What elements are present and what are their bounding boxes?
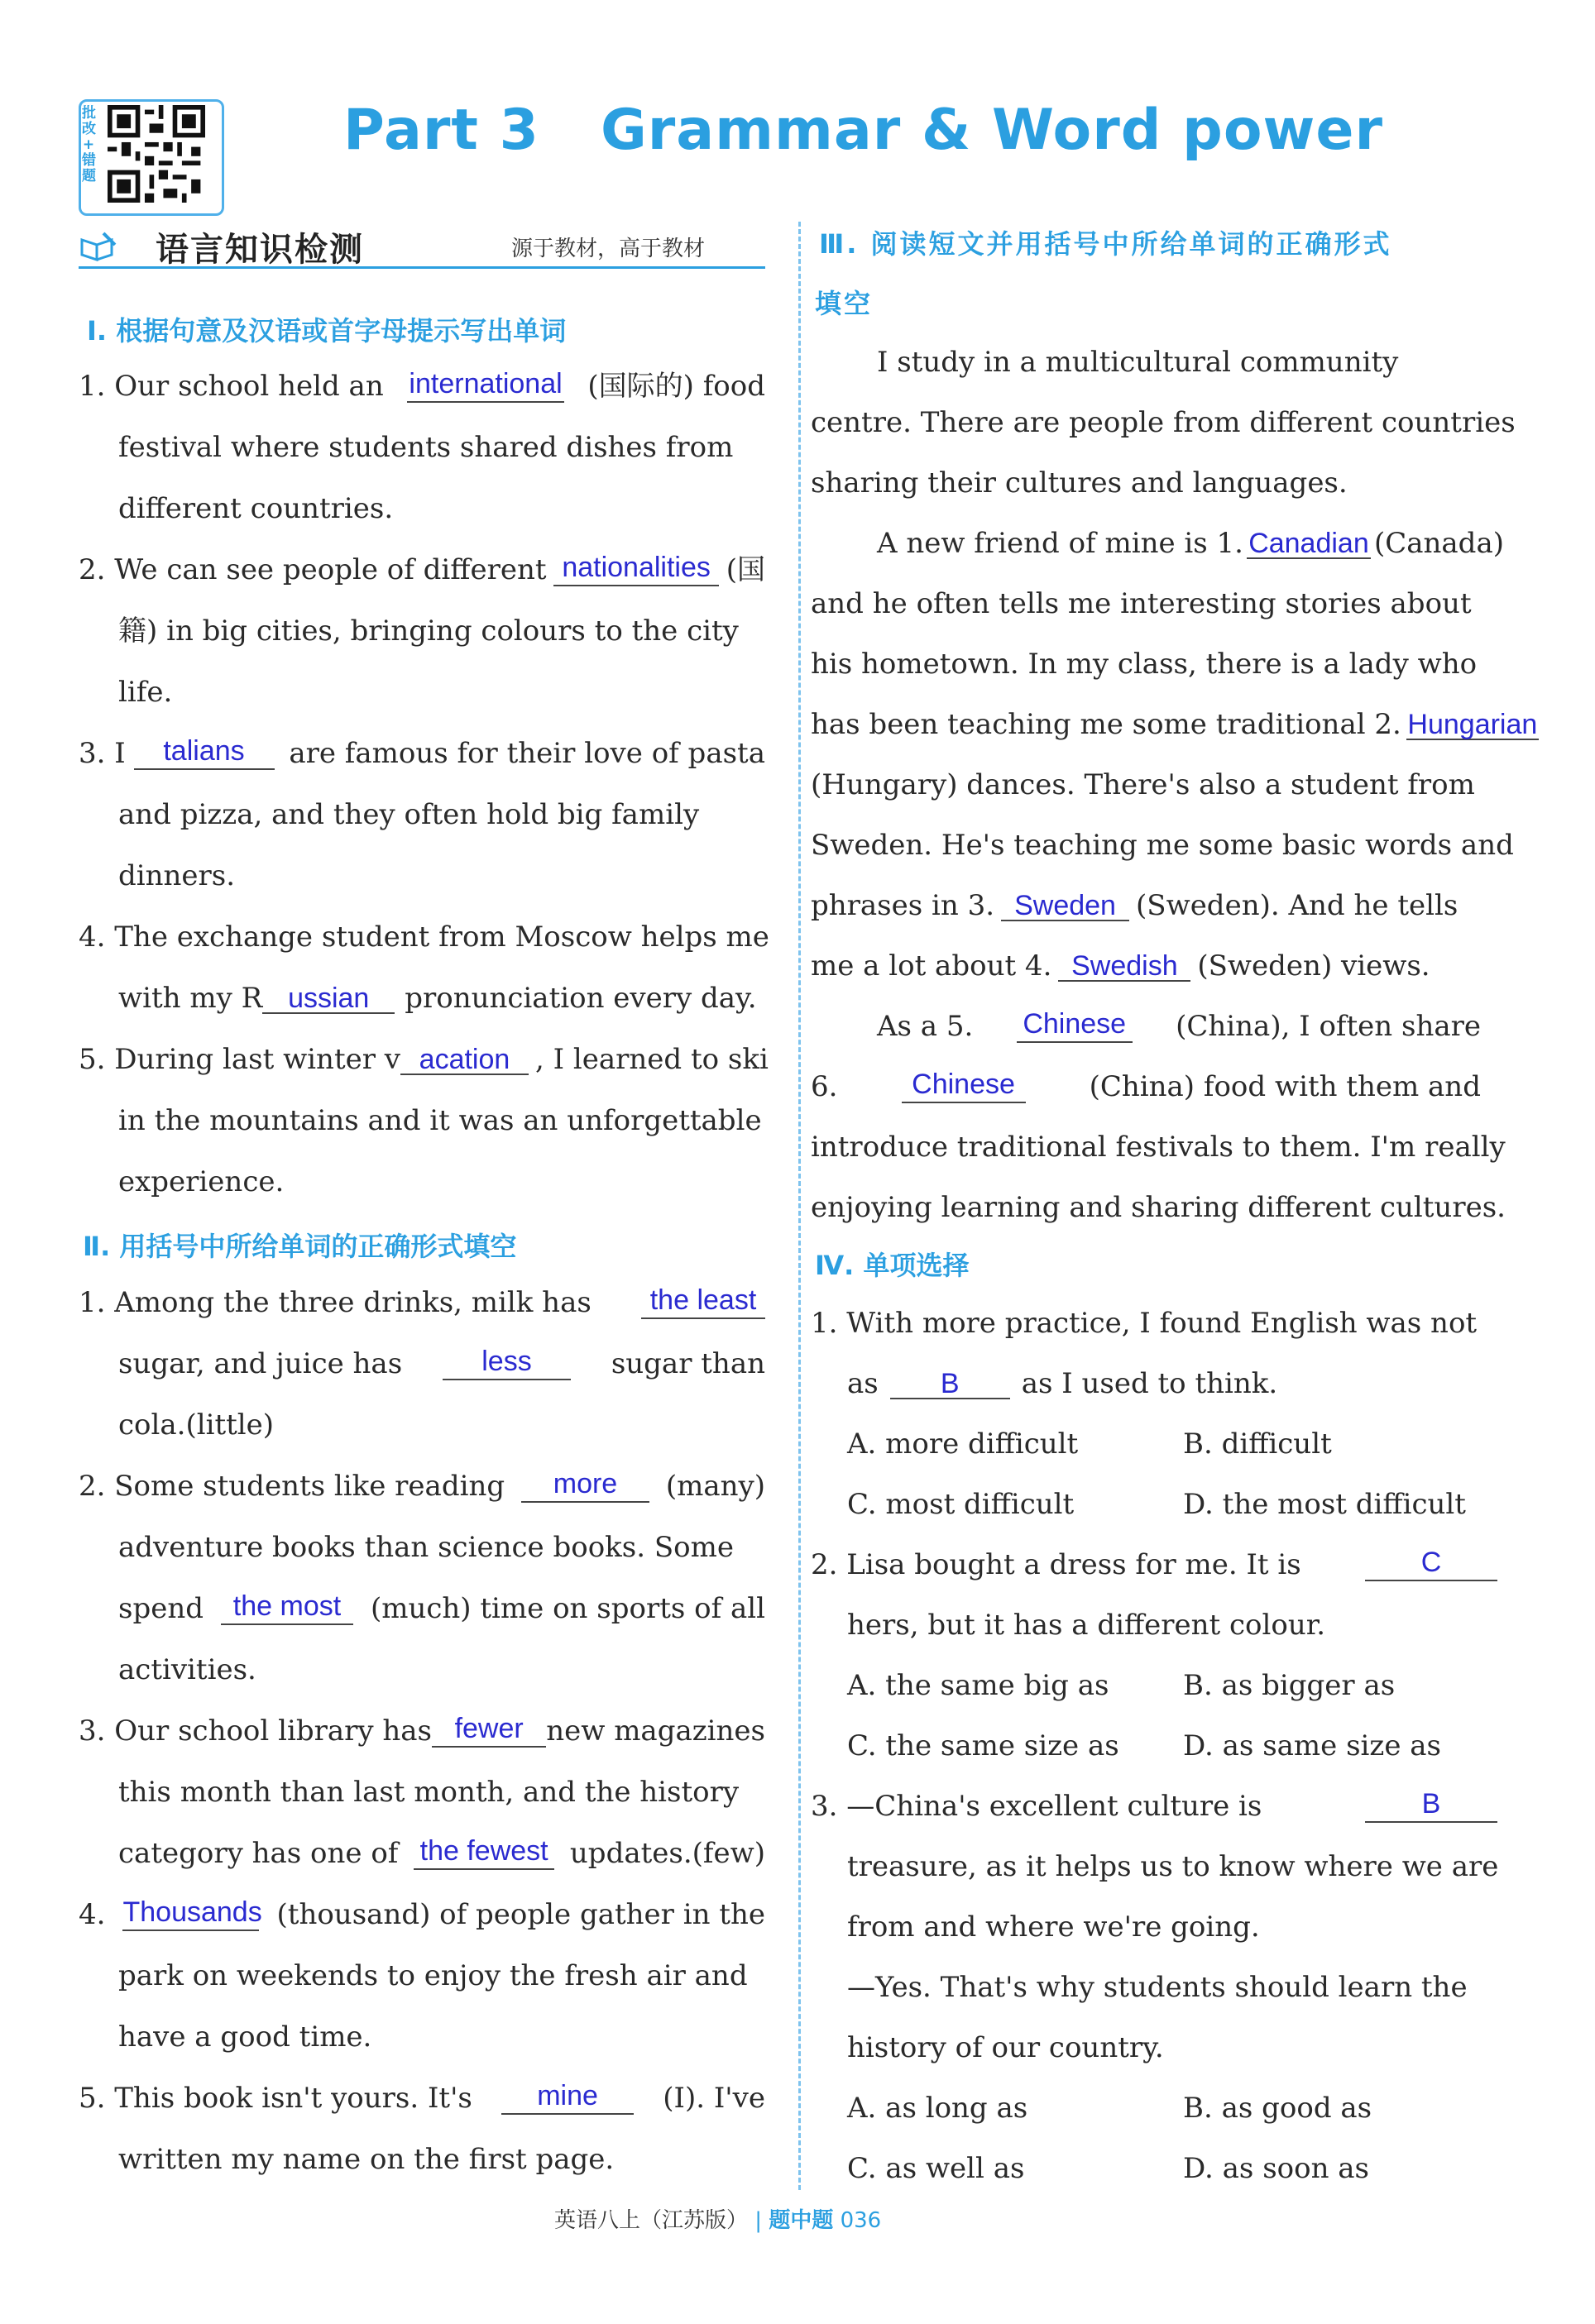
answer-blank[interactable]: Hungarian	[1407, 709, 1538, 740]
s4-q2-line1: 2. Lisa bought a dress for me. It is C	[811, 1548, 1497, 1581]
answer-blank[interactable]: fewer	[432, 1714, 546, 1748]
s2-q5-line2: written my name on the first page.	[118, 2143, 615, 2176]
answer-blank[interactable]: the least	[641, 1286, 765, 1319]
option-c[interactable]: C. most difficult	[847, 1488, 1075, 1521]
s3-p3-line2: 6. Chinese (China) food with them and	[811, 1069, 1481, 1103]
s2-q1-line1: 1. Among the three drinks, milk has the least	[79, 1286, 765, 1319]
option-b[interactable]: B. difficult	[1183, 1427, 1332, 1461]
answer-blank[interactable]: Canadian	[1247, 529, 1371, 559]
s3-p2-line8: me a lot about 4. Swedish (Sweden) views.	[811, 949, 1430, 983]
s4-q3-line2: treasure, as it helps us to know where we are	[847, 1850, 1499, 1883]
section-tagline: 源于教材，高于教材	[511, 237, 706, 261]
s3-p2-line6: Sweden. He's teaching me some basic words and	[811, 829, 1514, 862]
s3-p2-line7: phrases in 3. Sweden (Sweden). And he tells	[811, 889, 1458, 922]
option-a[interactable]: A. as long as	[847, 2092, 1028, 2125]
s1-q3-line2: and pizza, and they often hold big family	[118, 798, 700, 831]
answer-blank[interactable]: acation	[400, 1045, 529, 1075]
page-footer	[554, 2203, 881, 2234]
column-divider	[798, 222, 801, 2190]
answer-blank[interactable]: mine	[501, 2082, 634, 2115]
option-d[interactable]: D. as same size as	[1183, 1729, 1441, 1762]
option-b[interactable]: B. as bigger as	[1183, 1669, 1396, 1702]
answer-blank[interactable]: B	[890, 1370, 1010, 1399]
s2-q3-line1: 3. Our school library has fewer new magazines	[79, 1713, 765, 1748]
s1-q2-line3: life.	[118, 676, 173, 709]
option-d[interactable]: D. the most difficult	[1183, 1488, 1466, 1521]
s2-q4-line3: have a good time.	[118, 2020, 372, 2054]
answer-blank[interactable]: the fewest	[414, 1837, 554, 1870]
option-b[interactable]: B. as good as	[1183, 2092, 1372, 2125]
s1-q5-line1: 5. During last winter v acation , I learned to ski	[79, 1043, 769, 1076]
s3-p1-line1: I study in a multicultural community	[877, 346, 1399, 379]
footer-separator: |	[754, 2208, 763, 2233]
s3-p3-line1: As a 5. Chinese (China), I often share	[877, 1008, 1481, 1043]
s2-q1-line3: cola.(little)	[118, 1408, 275, 1442]
s3-p3-line3: introduce traditional festivals to them. I'm really	[811, 1131, 1506, 1164]
s4-q2-line2: hers, but it has a different colour.	[847, 1609, 1326, 1642]
section2-heading: Ⅱ. 用括号中所给单词的正确形式填空	[83, 1231, 517, 1262]
answer-blank[interactable]: nationalities	[553, 553, 719, 586]
answer-blank[interactable]: Swedish	[1058, 952, 1190, 982]
answer-blank[interactable]: less	[443, 1347, 571, 1380]
s2-q4-line1: 4. Thousands (thousand) of people gather in the	[79, 1896, 765, 1931]
option-c[interactable]: C. as well as	[847, 2152, 1025, 2185]
s1-q5-line2: in the mountains and it was an unforgettable	[118, 1104, 762, 1137]
answer-blank[interactable]: Chinese	[902, 1070, 1026, 1103]
answer-blank[interactable]: Thousands	[122, 1898, 259, 1931]
s2-q2-line1: 2. Some students like reading more (many)	[79, 1468, 765, 1503]
answer-blank[interactable]: international	[407, 370, 564, 403]
s3-p3-line4: enjoying learning and sharing different cultures.	[811, 1191, 1506, 1224]
s2-q2-line4: activities.	[118, 1653, 256, 1686]
answer-blank[interactable]: talians	[134, 737, 275, 770]
s2-q3-line2: this month than last month, and the history	[118, 1776, 740, 1809]
s1-q2-line2: 籍) in big cities, bringing colours to the city	[118, 614, 739, 648]
section4-heading: Ⅳ. 单项选择	[815, 1250, 970, 1281]
section-title: 语言知识检测	[156, 231, 364, 269]
answer-blank[interactable]: more	[521, 1470, 649, 1503]
answer-blank[interactable]: B	[1365, 1790, 1497, 1823]
s1-q3-line1: 3. I talians are famous for their love of pasta	[79, 735, 765, 770]
s2-q3-line3: category has one of the fewest updates.(few)	[118, 1835, 765, 1870]
footer-book: 英语八上（江苏版）	[554, 2208, 749, 2233]
s1-q1-line1: 1. Our school held an international (国际的) food	[79, 368, 765, 403]
s1-q4-line2: with my R ussian pronunciation every day.	[118, 982, 757, 1015]
page-number: 036	[840, 2208, 882, 2233]
answer-blank[interactable]: Chinese	[1017, 1010, 1133, 1043]
section3-heading: Ⅲ. 阅读短文并用括号中所给单词的正确形式	[819, 228, 1392, 260]
s2-q2-line3: spend the most (much) time on sports of all	[118, 1590, 765, 1625]
s3-p1-line2: centre. There are people from different countries	[811, 406, 1516, 439]
s4-q1-line1: 1. With more practice, I found English was not	[811, 1307, 1478, 1340]
s3-p2-line2: and he often tells me interesting stories about	[811, 587, 1472, 620]
qr-code-icon	[108, 105, 205, 203]
book-pen-icon	[79, 230, 120, 263]
s3-p2-line5: (Hungary) dances. There's also a student from	[811, 768, 1475, 801]
option-d[interactable]: D. as soon as	[1183, 2152, 1370, 2185]
qr-label: 批 改 + 错 题	[82, 105, 96, 184]
s3-p2-line4: has been teaching me some traditional 2. Hungarian	[811, 708, 1538, 741]
s4-q1-line2: as B as I used to think.	[847, 1367, 1278, 1400]
s2-q2-line2: adventure books than science books. Some	[118, 1531, 734, 1564]
s4-q3-line3: from and where we're going.	[847, 1910, 1260, 1944]
s2-q4-line2: park on weekends to enjoy the fresh air and	[118, 1959, 748, 1992]
page-title: Part 3 Grammar & Word power	[343, 98, 1384, 163]
s1-q1-line2: festival where students shared dishes from	[118, 431, 734, 464]
header-rule	[79, 266, 765, 269]
s3-p2-line1: A new friend of mine is 1. Canadian (Canada)	[877, 527, 1504, 560]
s1-q1-line3: different countries.	[118, 492, 394, 525]
section1-heading: Ⅰ. 根据句意及汉语或首字母提示写出单词	[87, 315, 567, 347]
s4-q3-line5: history of our country.	[847, 2031, 1164, 2064]
option-a[interactable]: A. the same big as	[847, 1669, 1109, 1702]
section3-heading-cont: 填空	[815, 288, 874, 319]
s1-q5-line3: experience.	[118, 1165, 285, 1198]
s4-q3-line4: —Yes. That's why students should learn the	[847, 1971, 1468, 2004]
s3-p1-line3: sharing their cultures and languages.	[811, 466, 1348, 500]
s2-q5-line1: 5. This book isn't yours. It's mine (I). I've	[79, 2080, 765, 2115]
s1-q2-line1: 2. We can see people of different nationalities (国	[79, 552, 765, 586]
answer-blank[interactable]: Sweden	[1001, 892, 1129, 921]
s4-q3-line1: 3. —China's excellent culture is B	[811, 1790, 1497, 1823]
s3-p2-line3: his hometown. In my class, there is a lady who	[811, 648, 1478, 681]
option-c[interactable]: C. the same size as	[847, 1729, 1119, 1762]
s2-q1-line2: sugar, and juice has less sugar than	[118, 1346, 765, 1380]
footer-brand: 题中题	[769, 2208, 834, 2233]
answer-blank[interactable]: ussian	[262, 984, 395, 1014]
answer-blank[interactable]: C	[1365, 1548, 1497, 1581]
answer-blank[interactable]: the most	[221, 1592, 353, 1625]
s1-q3-line3: dinners.	[118, 859, 236, 892]
option-a[interactable]: A. more difficult	[847, 1427, 1079, 1461]
s1-q4-line1: 4. The exchange student from Moscow helps me	[79, 921, 769, 954]
